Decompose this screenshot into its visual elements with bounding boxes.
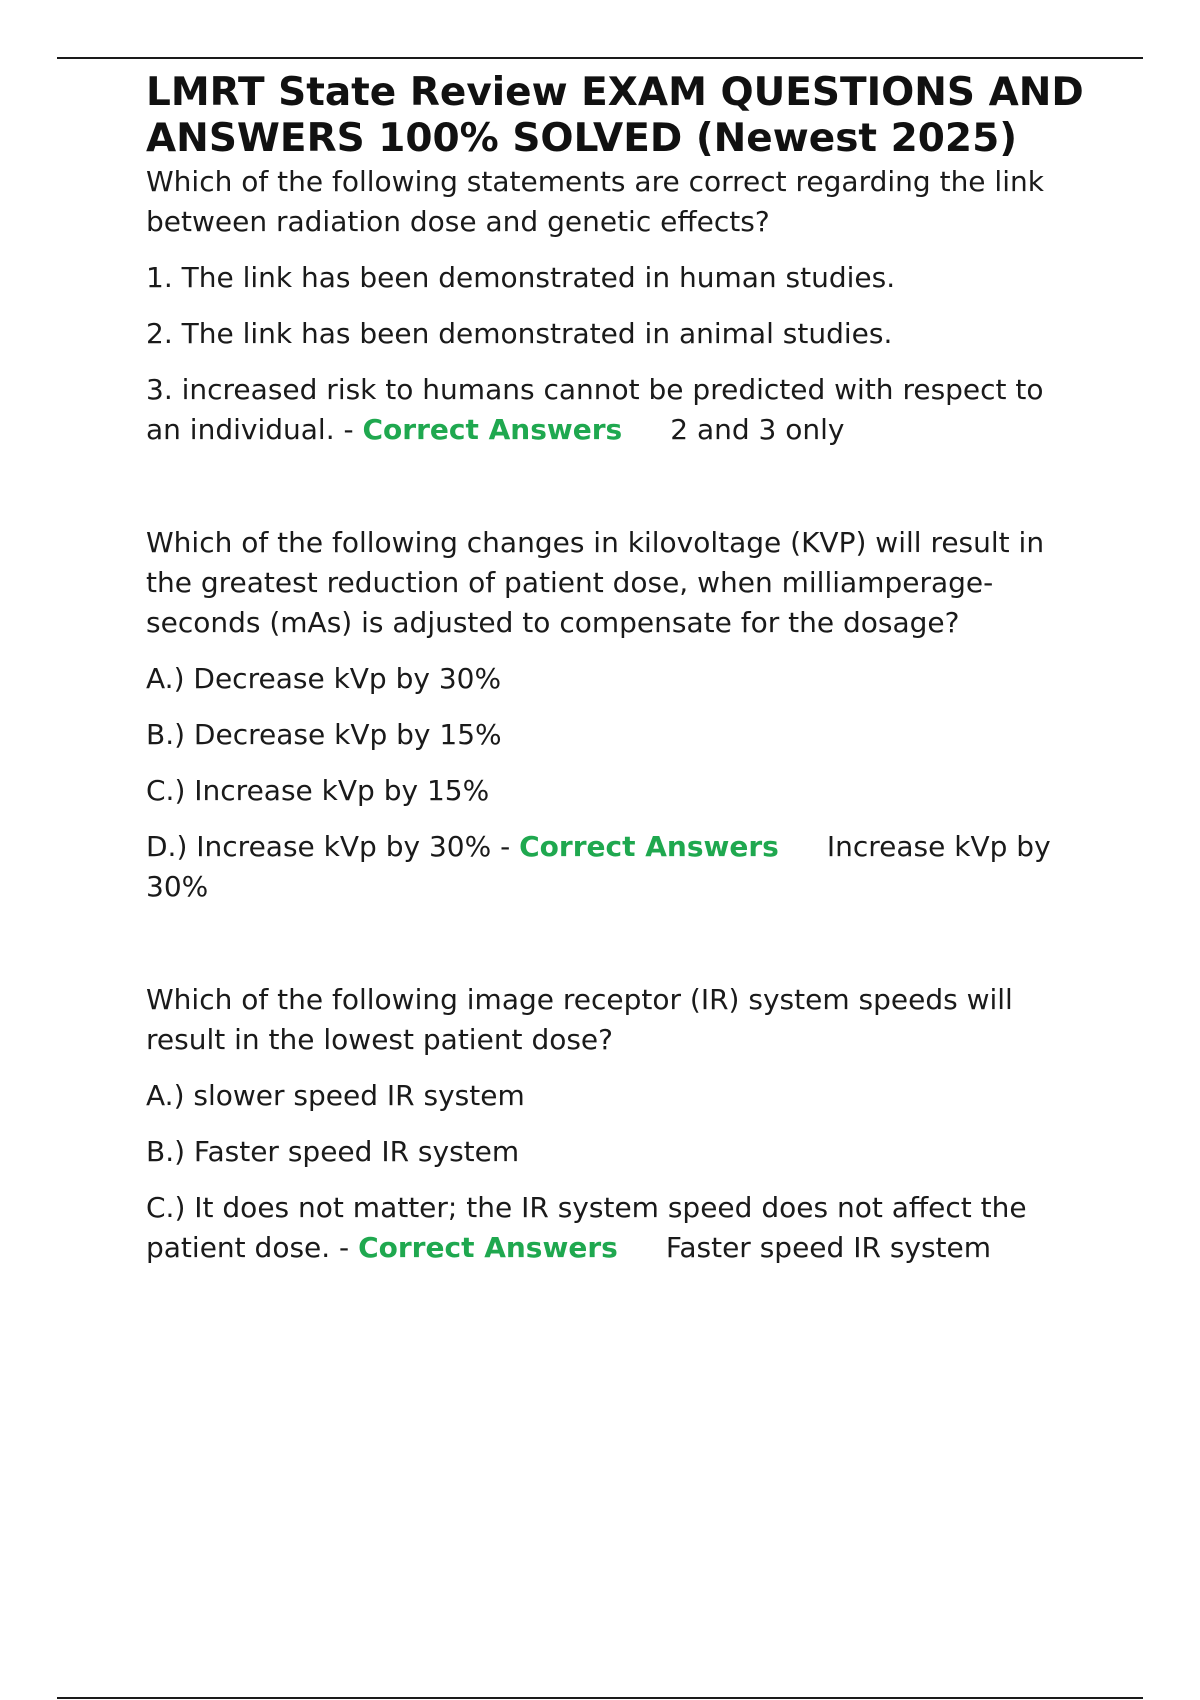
answer-option-text: D.) Increase kVp by 30% - [146, 830, 511, 863]
correct-answer-text: 2 and 3 only [670, 413, 845, 446]
answer-option: A.) Decrease kVp by 30% [146, 662, 502, 695]
question-stem: Which of the following statements are correct regarding the link between radiation dose and genetic effects? [146, 165, 1044, 238]
answer-option: C.) Increase kVp by 15% [146, 774, 490, 807]
answer-option-with-answer [146, 370, 1086, 450]
document-body [146, 70, 1086, 1268]
question-block [146, 523, 1086, 907]
question-stem: Which of the following image receptor (IR) system speeds will result in the lowest patient dose? [146, 983, 1013, 1056]
answer-option-text: 3. increased risk to humans cannot be predicted with respect to an individual. - [146, 373, 1044, 446]
answer-option: 1. The link has been demonstrated in human studies. [146, 261, 896, 294]
answer-option: B.) Faster speed IR system [146, 1135, 520, 1168]
answer-option: A.) slower speed IR system [146, 1079, 525, 1112]
document-title: LMRT State Review EXAM QUESTIONS AND ANSWERS 100% SOLVED (Newest 2025) [146, 70, 1084, 161]
question-block [146, 162, 1086, 450]
answer-option-text: C.) It does not matter; the IR system speed does not affect the patient dose. - [146, 1191, 1027, 1264]
correct-answers-label: Correct Answers [362, 413, 623, 446]
bottom-rule [57, 1697, 1143, 1699]
correct-answers-label: Correct Answers [358, 1231, 618, 1264]
answer-option-with-answer [146, 827, 1086, 907]
answer-option: 2. The link has been demonstrated in animal studies. [146, 317, 893, 350]
correct-answer-text: Faster speed IR system [665, 1231, 992, 1264]
question-stem: Which of the following changes in kilovoltage (KVP) will result in the greatest reduction of patient dose, when milliamperage-seconds (mAs) is adjusted to compensate for the dosage? [146, 526, 1045, 639]
correct-answers-label: Correct Answers [519, 830, 779, 863]
question-block [146, 980, 1086, 1268]
correct-answer-text: Increase kVp by 30% [146, 830, 1051, 903]
answer-option: B.) Decrease kVp by 15% [146, 718, 502, 751]
top-rule [57, 57, 1143, 59]
answer-option-with-answer [146, 1188, 1086, 1268]
